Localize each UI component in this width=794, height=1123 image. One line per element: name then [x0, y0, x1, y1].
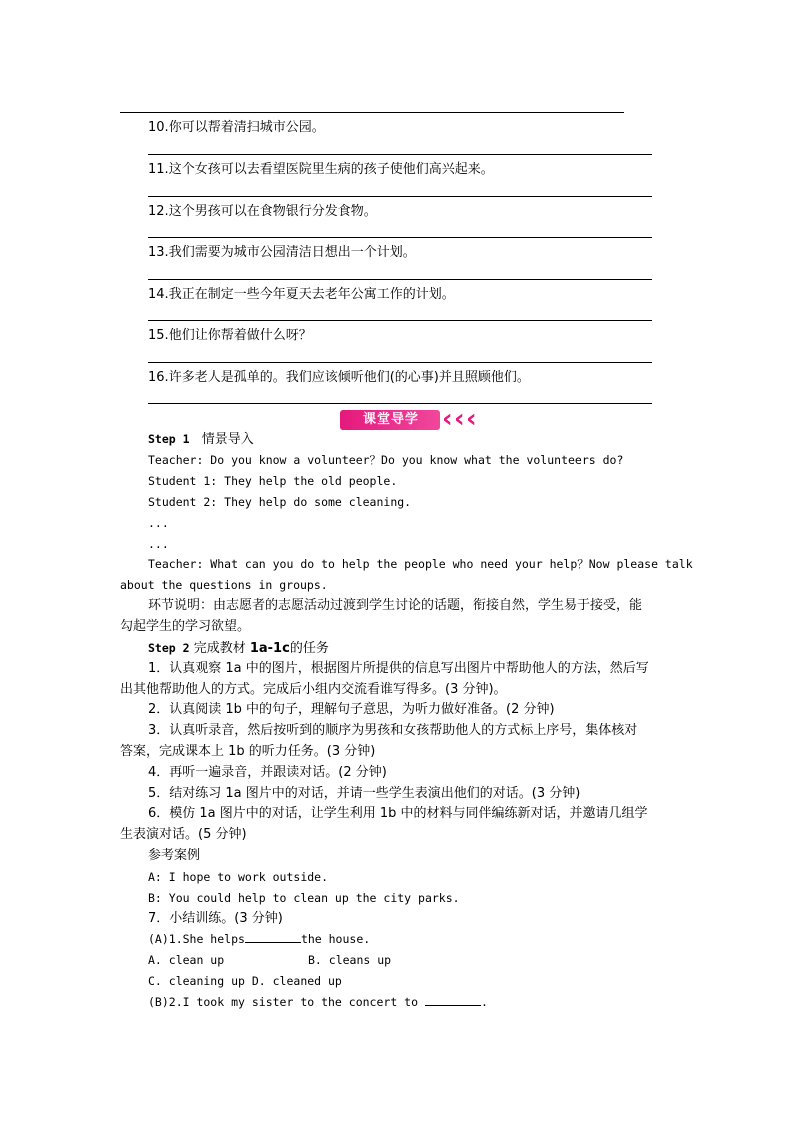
answer-blank[interactable]: [245, 930, 301, 943]
quiz-question: [148, 929, 370, 949]
dialogue-line: Student 1: They help the old people.: [148, 474, 398, 488]
answer-line[interactable]: [148, 196, 652, 197]
step1-heading: [148, 429, 254, 450]
dialogue-line: ...: [148, 516, 169, 530]
exercise-number: 15.: [148, 328, 169, 343]
task-item-cont: 出其他帮助他人的方式。完成后小组内交流看谁写得多。(3 分钟)。: [120, 682, 507, 697]
exercise-number: 10.: [148, 120, 169, 135]
teacher-question: Teacher: What can you do to help the people who need your help？Now please talk: [148, 557, 693, 571]
quiz-question-text: (A)1.She helps: [148, 932, 245, 946]
exercise-item: [148, 370, 530, 386]
task-item-cont: 答案，完成课本上 1b 的听力任务。(3 分钟): [120, 744, 376, 759]
reference-line: B: You could help to clean up the city parks.: [148, 891, 460, 905]
dialogue-line: Student 2: They help do some cleaning.: [148, 495, 412, 509]
chevron-left-icon: ‹: [442, 404, 453, 434]
answer-line[interactable]: [148, 403, 652, 404]
step2-title-bold: 1a-1c: [249, 641, 290, 656]
quiz-option: B. cleans up: [308, 953, 392, 967]
section-banner-title: 课堂导学: [362, 412, 419, 427]
quiz-question-text: (B)2.I took my sister to the concert to: [148, 995, 419, 1009]
task-item: 3．认真听录音，然后按听到的顺序为男孩和女孩帮助他人的方式标上序号，集体核对: [148, 723, 638, 738]
answer-line[interactable]: [148, 362, 652, 363]
task-item: 6．模仿 1a 图片中的对话，让学生利用 1b 中的材料与同伴编练新对话，并邀请几组学: [148, 806, 648, 821]
task-item: 5．结对练习 1a 图片中的对话，并请一些学生表演出他们的对话。(3 分钟): [148, 786, 581, 801]
exercise-item: [148, 245, 416, 261]
exercise-text: 这个男孩可以在食物银行分发食物。: [168, 204, 377, 219]
step1-note: 环节说明：由志愿者的志愿活动过渡到学生讨论的话题，衔接自然，学生易于接受，能: [148, 598, 643, 613]
answer-line[interactable]: [148, 320, 652, 321]
exercise-number: 13.: [148, 245, 169, 260]
exercise-text: 我们需要为城市公园清洁日想出一个计划。: [168, 245, 416, 260]
exercise-number: 16.: [148, 370, 169, 385]
quiz-question-text: .: [480, 995, 488, 1009]
step2-title-suffix: 的任务: [289, 641, 329, 656]
step1-title: 情景导入: [201, 432, 254, 447]
reference-label: 参考案例: [148, 848, 201, 863]
exercise-text: 这个女孩可以去看望医院里生病的孩子使他们高兴起来。: [168, 162, 494, 177]
answer-line[interactable]: [148, 154, 652, 155]
task-item: 1．认真观察 1a 中的图片，根据图片所提供的信息写出图片中帮助他人的方法，然后写: [148, 661, 649, 676]
exercise-number: 12.: [148, 204, 169, 219]
chevron-left-icon: ‹: [466, 404, 477, 434]
step2-title-prefix: 完成教材: [193, 641, 246, 656]
dialogue-line: ...: [148, 537, 169, 551]
answer-line[interactable]: [148, 279, 652, 280]
step2-label: Step 2: [148, 641, 190, 655]
exercise-item: [148, 120, 325, 136]
answer-blank[interactable]: [425, 993, 481, 1006]
exercise-item: [148, 287, 455, 303]
step1-note-cont: 勾起学生的学习欲望。: [120, 619, 251, 634]
teacher-question-cont: about the questions in groups.: [120, 578, 328, 592]
exercise-number: 11.: [148, 162, 169, 177]
task-item: 2．认真阅读 1b 中的句子，理解句子意思，为听力做好准备。(2 分钟): [148, 702, 555, 717]
quiz-question: [148, 992, 488, 1012]
exercise-text: 他们让你帮着做什么呀？: [168, 328, 312, 343]
task-item: 4．再听一遍录音，并跟读对话。(2 分钟): [148, 765, 387, 780]
dialogue-line: Teacher: Do you know a volunteer？Do you know what the volunteers do?: [148, 453, 624, 467]
top-answer-line: [120, 112, 624, 113]
reference-line: A: I hope to work outside.: [148, 870, 329, 884]
task-item-cont: 生表演对话。(5 分钟): [120, 827, 247, 842]
exercise-item: [148, 162, 494, 178]
summary-label: 7．小结训练。(3 分钟): [148, 911, 283, 926]
step2-heading: [148, 638, 329, 659]
quiz-option: A. clean up: [148, 953, 225, 967]
exercise-number: 14.: [148, 287, 169, 302]
exercise-item: [148, 204, 377, 220]
quiz-question-text: the house.: [300, 932, 371, 946]
exercise-item: [148, 328, 312, 344]
quiz-option: C. cleaning up D. cleaned up: [148, 974, 342, 988]
answer-line[interactable]: [148, 237, 652, 238]
chevron-left-icon: ‹: [454, 404, 465, 434]
exercise-text: 你可以帮着清扫城市公园。: [168, 120, 325, 135]
exercise-text: 许多老人是孤单的。我们应该倾听他们(的心事)并且照顾他们。: [168, 370, 530, 385]
step1-label: Step 1: [148, 432, 190, 446]
exercise-text: 我正在制定一些今年夏天去老年公寓工作的计划。: [168, 287, 455, 302]
